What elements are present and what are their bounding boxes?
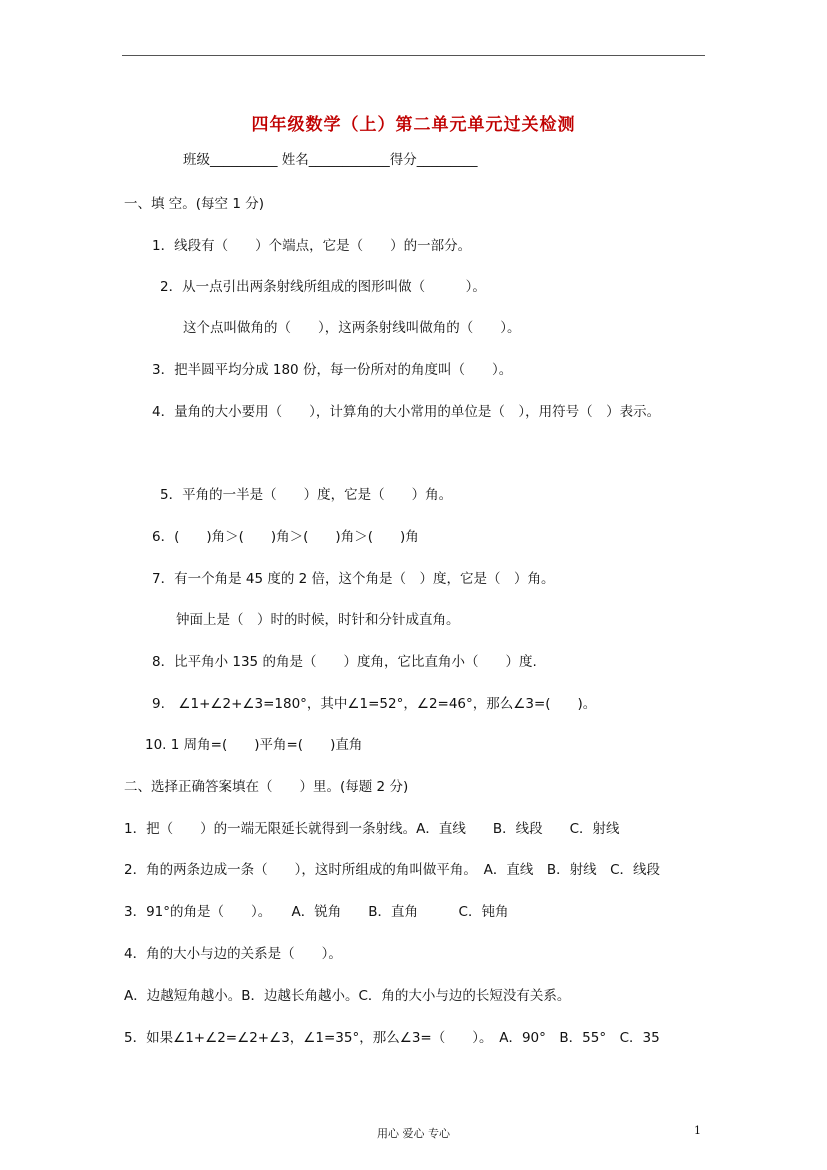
page-footer: 用心 爱心 专心 [377, 1127, 450, 1140]
page-number: 1 [694, 1124, 701, 1137]
question-item: 钟面上是（ ）时的时候，时针和分针成直角。 [176, 612, 460, 628]
question-item: 10. 1 周角=( )平角=( )直角 [145, 737, 363, 753]
section-heading: 一、填 空。(每空 1 分) [124, 196, 264, 212]
question-item: 4．量角的大小要用（ ），计算角的大小常用的单位是（ ），用符号（ ）表示。 [152, 404, 661, 420]
question-item: A．边越短角越小。B．边越长角越小。C．角的大小与边的长短没有关系。 [124, 988, 571, 1004]
question-item: 3．91°的角是（ ）。 A．锐角 B．直角 C．钝角 [124, 904, 509, 920]
question-item: 9. ∠1+∠2+∠3=180°，其中∠1=52°，∠2=46°，那么∠3=( )。 [152, 696, 597, 712]
question-item: 6．( )角＞( )角＞( )角＞( )角 [152, 529, 419, 545]
question-item: 3．把半圆平均分成 180 份，每一份所对的角度叫（ ）。 [152, 362, 513, 378]
question-item: 5．平角的一半是（ ）度，它是（ ）角。 [160, 487, 453, 503]
question-item: 2．从一点引出两条射线所组成的图形叫做（ ）。 [160, 279, 486, 295]
page-title: 四年级数学（上）第二单元单元过关检测 [251, 115, 576, 135]
student-info-line: 班级__________ 姓名____________得分_________ [183, 152, 478, 168]
question-item: 4．角的大小与边的关系是（ ）。 [124, 946, 342, 962]
header-rule [122, 55, 705, 56]
question-item: 5．如果∠1+∠2=∠2+∠3，∠1=35°，那么∠3=（ ）。 A．90° B．55° C．35 [124, 1030, 660, 1046]
question-item: 2．角的两条边成一条（ ），这时所组成的角叫做平角。 A．直线 B．射线 C．线段 [124, 862, 661, 878]
question-item: 7．有一个角是 45 度的 2 倍，这个角是（ ）度，它是（ ）角。 [152, 571, 555, 587]
section-heading: 二、选择正确答案填在（ ）里。(每题 2 分) [124, 779, 409, 795]
question-item: 1．线段有（ ）个端点，它是（ ）的一部分。 [152, 238, 472, 254]
question-item: 这个点叫做角的（ ），这两条射线叫做角的（ ）。 [183, 320, 521, 336]
question-item: 8．比平角小 135 的角是（ ）度角，它比直角小（ ）度. [152, 654, 537, 670]
question-item: 1．把（ ）的一端无限延长就得到一条射线。A．直线 B．线段 C．射线 [124, 821, 620, 837]
